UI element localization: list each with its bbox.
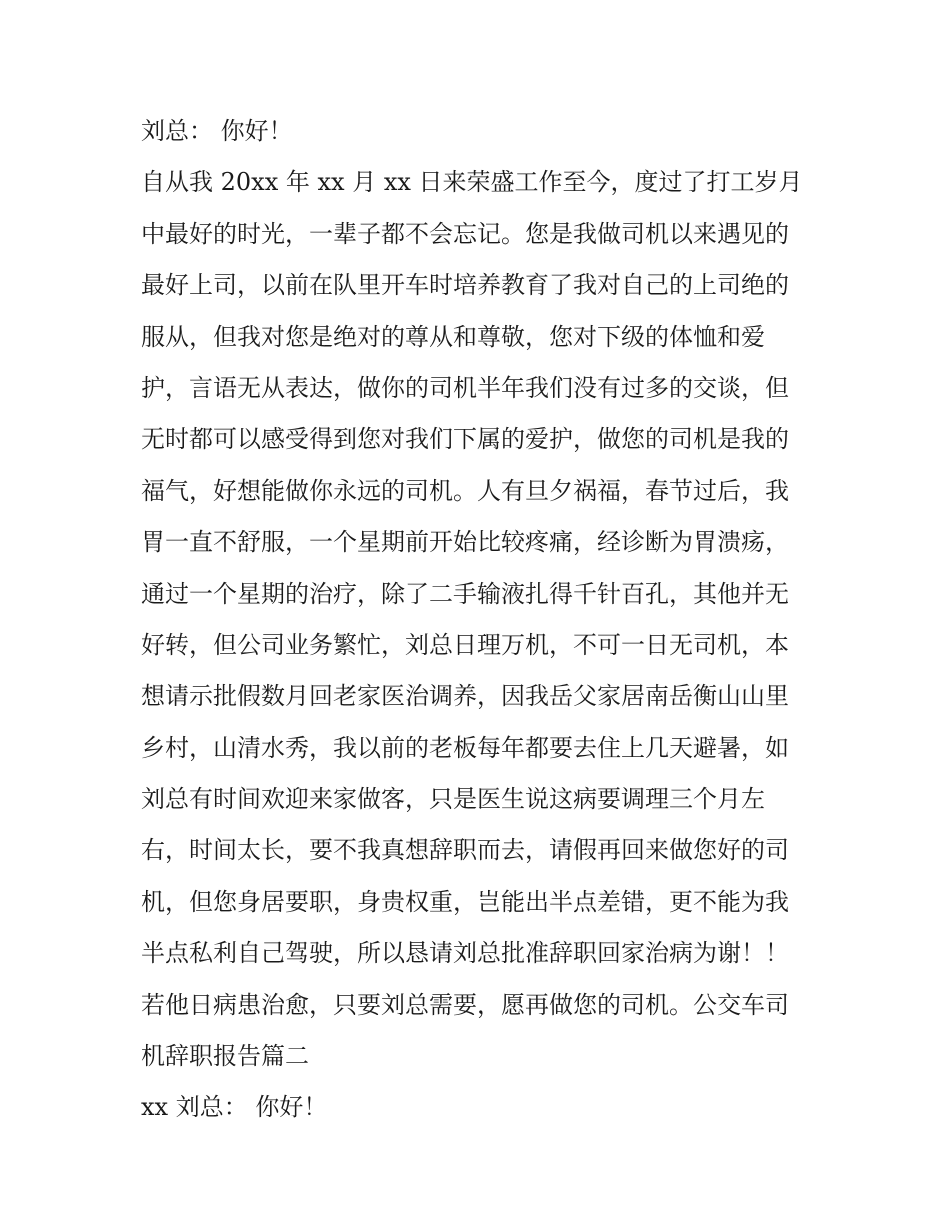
greeting-line-2: xx 刘总： 你好！ bbox=[141, 1093, 328, 1122]
body-line-2: 中最好的时光，一辈子都不会忘记。您是我做司机以来遇见的 bbox=[141, 219, 789, 248]
greeting-line: 刘总： 你好！ bbox=[141, 117, 293, 145]
body-line-5: 护，言语无从表达，做你的司机半年我们没有过多的交谈，但 bbox=[141, 373, 789, 402]
body-line-15: 机，但您身居要职，身贵权重，岂能出半点差错，更不能为我 bbox=[141, 887, 789, 916]
body-line-6: 无时都可以感受得到您对我们下属的爱护，做您的司机是我的 bbox=[141, 425, 789, 454]
body-line-9: 通过一个星期的治疗，除了二手输液扎得千针百孔，其他并无 bbox=[141, 579, 789, 608]
document-body bbox=[141, 106, 831, 1134]
body-line-16: 半点私利自己驾驶，所以恳请刘总批准辞职回家治病为谢！！ bbox=[141, 939, 789, 968]
body-line-14: 右，时间太长，要不我真想辞职而去，请假再回来做您好的司 bbox=[141, 836, 789, 865]
body-line-8: 胃一直不舒服，一个星期前开始比较疼痛，经诊断为胃溃疡， bbox=[141, 528, 789, 557]
body-line-3: 最好上司，以前在队里开车时培养教育了我对自己的上司绝的 bbox=[141, 271, 789, 300]
body-line-1: 自从我 20xx 年 xx 月 xx 日来荣盛工作至今，度过了打工岁月 bbox=[141, 168, 803, 197]
body-line-4: 服从，但我对您是绝对的尊从和尊敬，您对下级的体恤和爱 bbox=[141, 322, 765, 351]
body-line-17: 若他日病患治愈，只要刘总需要，愿再做您的司机。公交车司 bbox=[141, 990, 789, 1019]
body-line-13: 刘总有时间欢迎来家做客，只是医生说这病要调理三个月左 bbox=[141, 785, 765, 814]
body-line-11: 想请示批假数月回老家医治调养，因我岳父家居南岳衡山山里 bbox=[141, 682, 789, 711]
section-title-line: 机辞职报告篇二 bbox=[141, 1042, 309, 1071]
body-line-7: 福气，好想能做你永远的司机。人有旦夕祸福，春节过后，我 bbox=[141, 476, 789, 505]
body-line-12: 乡村，山清水秀，我以前的老板每年都要去住上几天避暑，如 bbox=[141, 733, 789, 762]
body-line-10: 好转，但公司业务繁忙，刘总日理万机，不可一日无司机，本 bbox=[141, 630, 789, 659]
